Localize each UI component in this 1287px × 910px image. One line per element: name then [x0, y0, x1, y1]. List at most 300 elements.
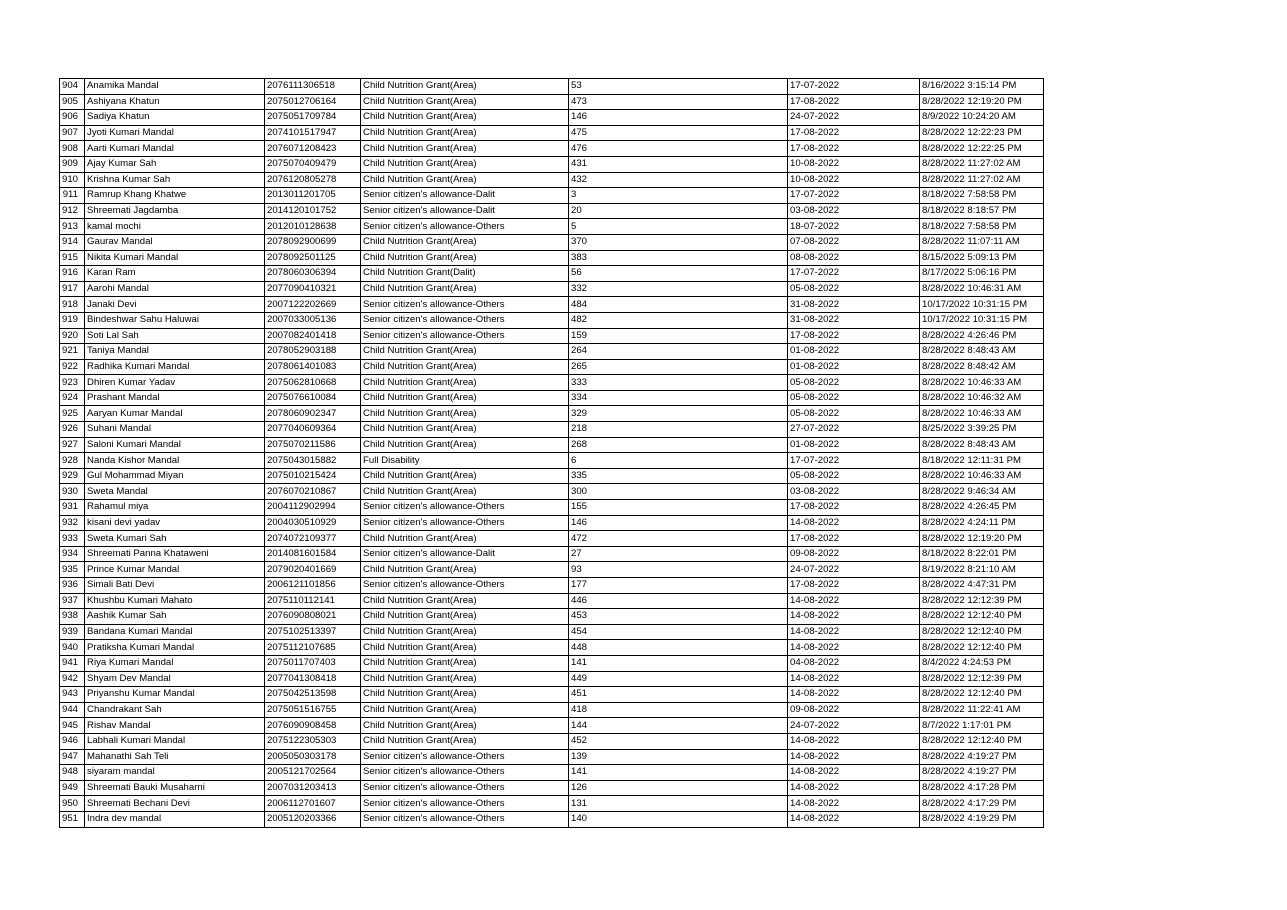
date-cell: 31-08-2022 — [788, 297, 920, 313]
date-cell: 18-07-2022 — [788, 219, 920, 235]
serial-number-cell: 904 — [60, 79, 85, 95]
grant-type-cell: Senior citizen's allowance-Dalit — [361, 203, 569, 219]
name-cell: Anamika Mandal — [85, 79, 265, 95]
id-number-cell: 2012010128638 — [265, 219, 361, 235]
grant-type-cell: Senior citizen's allowance-Others — [361, 500, 569, 516]
id-number-cell: 2076071208423 — [265, 141, 361, 157]
date-cell: 14-08-2022 — [788, 609, 920, 625]
table-row — [60, 749, 1044, 765]
name-cell: Aarti Kumari Mandal — [85, 141, 265, 157]
voucher-number-cell: 131 — [569, 796, 788, 812]
date-cell: 27-07-2022 — [788, 422, 920, 438]
date-cell: 24-07-2022 — [788, 718, 920, 734]
name-cell: Aashik Kumar Sah — [85, 609, 265, 625]
id-number-cell: 2075076610084 — [265, 390, 361, 406]
date-cell: 17-08-2022 — [788, 578, 920, 594]
serial-number-cell: 936 — [60, 578, 85, 594]
name-cell: Dhiren Kumar Yadav — [85, 375, 265, 391]
table-row — [60, 453, 1044, 469]
grant-type-cell: Child Nutrition Grant(Area) — [361, 718, 569, 734]
table-row — [60, 655, 1044, 671]
timestamp-cell: 8/28/2022 4:19:29 PM — [920, 811, 1044, 827]
table-row — [60, 250, 1044, 266]
grant-type-cell: Senior citizen's allowance-Dalit — [361, 188, 569, 204]
table-row — [60, 328, 1044, 344]
voucher-number-cell: 451 — [569, 687, 788, 703]
grant-type-cell: Senior citizen's allowance-Others — [361, 328, 569, 344]
id-number-cell: 2075043015882 — [265, 453, 361, 469]
serial-number-cell: 908 — [60, 141, 85, 157]
date-cell: 03-08-2022 — [788, 203, 920, 219]
voucher-number-cell: 268 — [569, 437, 788, 453]
grant-type-cell: Child Nutrition Grant(Area) — [361, 422, 569, 438]
grant-type-cell: Senior citizen's allowance-Others — [361, 219, 569, 235]
voucher-number-cell: 139 — [569, 749, 788, 765]
voucher-number-cell: 418 — [569, 702, 788, 718]
voucher-number-cell: 300 — [569, 484, 788, 500]
table-row — [60, 531, 1044, 547]
timestamp-cell: 8/18/2022 12:11:31 PM — [920, 453, 1044, 469]
name-cell: Mahanathi Sah Teli — [85, 749, 265, 765]
serial-number-cell: 927 — [60, 437, 85, 453]
grant-type-cell: Child Nutrition Grant(Area) — [361, 359, 569, 375]
table-row — [60, 733, 1044, 749]
grant-type-cell: Senior citizen's allowance-Others — [361, 749, 569, 765]
timestamp-cell: 8/28/2022 12:12:40 PM — [920, 609, 1044, 625]
name-cell: Ramrup Khang Khatwe — [85, 188, 265, 204]
date-cell: 14-08-2022 — [788, 515, 920, 531]
id-number-cell: 2076090808021 — [265, 609, 361, 625]
date-cell: 01-08-2022 — [788, 437, 920, 453]
table-row — [60, 468, 1044, 484]
name-cell: siyaram mandal — [85, 765, 265, 781]
date-cell: 14-08-2022 — [788, 624, 920, 640]
timestamp-cell: 8/18/2022 8:18:57 PM — [920, 203, 1044, 219]
voucher-number-cell: 453 — [569, 609, 788, 625]
timestamp-cell: 8/28/2022 11:07:11 AM — [920, 234, 1044, 250]
table-row — [60, 94, 1044, 110]
grant-type-cell: Child Nutrition Grant(Area) — [361, 484, 569, 500]
grant-type-cell: Child Nutrition Grant(Area) — [361, 562, 569, 578]
table-row — [60, 437, 1044, 453]
voucher-number-cell: 332 — [569, 281, 788, 297]
name-cell: Krishna Kumar Sah — [85, 172, 265, 188]
timestamp-cell: 8/28/2022 12:12:40 PM — [920, 640, 1044, 656]
grant-type-cell: Child Nutrition Grant(Area) — [361, 390, 569, 406]
timestamp-cell: 8/4/2022 4:24:53 PM — [920, 655, 1044, 671]
serial-number-cell: 933 — [60, 531, 85, 547]
id-number-cell: 2004112902994 — [265, 500, 361, 516]
grant-type-cell: Child Nutrition Grant(Area) — [361, 624, 569, 640]
serial-number-cell: 916 — [60, 266, 85, 282]
id-number-cell: 2013011201705 — [265, 188, 361, 204]
id-number-cell: 2075012706164 — [265, 94, 361, 110]
id-number-cell: 2014081601584 — [265, 546, 361, 562]
id-number-cell: 2078060902347 — [265, 406, 361, 422]
serial-number-cell: 910 — [60, 172, 85, 188]
id-number-cell: 2075122305303 — [265, 733, 361, 749]
id-number-cell: 2078052903188 — [265, 344, 361, 360]
timestamp-cell: 8/28/2022 4:26:46 PM — [920, 328, 1044, 344]
serial-number-cell: 949 — [60, 780, 85, 796]
table-row — [60, 796, 1044, 812]
grant-type-cell: Child Nutrition Grant(Area) — [361, 234, 569, 250]
serial-number-cell: 925 — [60, 406, 85, 422]
timestamp-cell: 8/28/2022 12:22:23 PM — [920, 125, 1044, 141]
table-row — [60, 811, 1044, 827]
grant-type-cell: Child Nutrition Grant(Area) — [361, 141, 569, 157]
date-cell: 10-08-2022 — [788, 172, 920, 188]
date-cell: 07-08-2022 — [788, 234, 920, 250]
name-cell: kisani devi yadav — [85, 515, 265, 531]
name-cell: Karan Ram — [85, 266, 265, 282]
grant-type-cell: Child Nutrition Grant(Area) — [361, 375, 569, 391]
name-cell: Bindeshwar Sahu Haluwai — [85, 312, 265, 328]
table-row — [60, 188, 1044, 204]
table-row — [60, 172, 1044, 188]
voucher-number-cell: 3 — [569, 188, 788, 204]
timestamp-cell: 8/28/2022 12:22:25 PM — [920, 141, 1044, 157]
serial-number-cell: 919 — [60, 312, 85, 328]
timestamp-cell: 8/7/2022 1:17:01 PM — [920, 718, 1044, 734]
table-row — [60, 375, 1044, 391]
name-cell: Shreemati Jagdamba — [85, 203, 265, 219]
table-row — [60, 125, 1044, 141]
id-number-cell: 2077041308418 — [265, 671, 361, 687]
serial-number-cell: 911 — [60, 188, 85, 204]
grant-type-cell: Child Nutrition Grant(Area) — [361, 250, 569, 266]
table-row — [60, 406, 1044, 422]
id-number-cell: 2007122202669 — [265, 297, 361, 313]
grant-type-cell: Child Nutrition Grant(Dalit) — [361, 266, 569, 282]
table-row — [60, 780, 1044, 796]
name-cell: Aaryan Kumar Mandal — [85, 406, 265, 422]
voucher-number-cell: 140 — [569, 811, 788, 827]
table-row — [60, 203, 1044, 219]
timestamp-cell: 8/28/2022 10:46:33 AM — [920, 375, 1044, 391]
serial-number-cell: 906 — [60, 110, 85, 126]
voucher-number-cell: 141 — [569, 765, 788, 781]
voucher-number-cell: 383 — [569, 250, 788, 266]
id-number-cell: 2075051709784 — [265, 110, 361, 126]
voucher-number-cell: 448 — [569, 640, 788, 656]
voucher-number-cell: 146 — [569, 515, 788, 531]
serial-number-cell: 926 — [60, 422, 85, 438]
id-number-cell: 2079020401669 — [265, 562, 361, 578]
id-number-cell: 2075062810668 — [265, 375, 361, 391]
timestamp-cell: 8/17/2022 5:06:16 PM — [920, 266, 1044, 282]
date-cell: 14-08-2022 — [788, 687, 920, 703]
id-number-cell: 2075010215424 — [265, 468, 361, 484]
id-number-cell: 2076090908458 — [265, 718, 361, 734]
name-cell: Soti Lal Sah — [85, 328, 265, 344]
id-number-cell: 2005120203366 — [265, 811, 361, 827]
table-row — [60, 281, 1044, 297]
id-number-cell: 2007031203413 — [265, 780, 361, 796]
date-cell: 31-08-2022 — [788, 312, 920, 328]
voucher-number-cell: 475 — [569, 125, 788, 141]
voucher-number-cell: 5 — [569, 219, 788, 235]
name-cell: Shreemati Panna Khataweni — [85, 546, 265, 562]
voucher-number-cell: 333 — [569, 375, 788, 391]
date-cell: 01-08-2022 — [788, 344, 920, 360]
voucher-number-cell: 56 — [569, 266, 788, 282]
id-number-cell: 2014120101752 — [265, 203, 361, 219]
timestamp-cell: 8/28/2022 11:22:41 AM — [920, 702, 1044, 718]
voucher-number-cell: 141 — [569, 655, 788, 671]
id-number-cell: 2075070211586 — [265, 437, 361, 453]
grant-type-cell: Senior citizen's allowance-Others — [361, 297, 569, 313]
name-cell: Shyam Dev Mandal — [85, 671, 265, 687]
date-cell: 08-08-2022 — [788, 250, 920, 266]
grant-type-cell: Senior citizen's allowance-Others — [361, 796, 569, 812]
id-number-cell: 2077040609364 — [265, 422, 361, 438]
serial-number-cell: 943 — [60, 687, 85, 703]
timestamp-cell: 8/28/2022 4:26:45 PM — [920, 500, 1044, 516]
serial-number-cell: 935 — [60, 562, 85, 578]
table-row — [60, 671, 1044, 687]
grant-type-cell: Senior citizen's allowance-Others — [361, 515, 569, 531]
id-number-cell: 2075112107685 — [265, 640, 361, 656]
table-row — [60, 484, 1044, 500]
table-row — [60, 640, 1044, 656]
table-row — [60, 297, 1044, 313]
table-row — [60, 578, 1044, 594]
voucher-number-cell: 126 — [569, 780, 788, 796]
table-row — [60, 624, 1044, 640]
name-cell: Nikita Kumari Mandal — [85, 250, 265, 266]
table-row — [60, 609, 1044, 625]
timestamp-cell: 10/17/2022 10:31:15 PM — [920, 297, 1044, 313]
table-row — [60, 156, 1044, 172]
grant-type-cell: Full Disability — [361, 453, 569, 469]
voucher-number-cell: 432 — [569, 172, 788, 188]
voucher-number-cell: 482 — [569, 312, 788, 328]
name-cell: Shreemati Bauki Musaharni — [85, 780, 265, 796]
id-number-cell: 2078061401083 — [265, 359, 361, 375]
voucher-number-cell: 335 — [569, 468, 788, 484]
name-cell: Nanda Kishor Mandal — [85, 453, 265, 469]
name-cell: Riya Kumari Mandal — [85, 655, 265, 671]
serial-number-cell: 914 — [60, 234, 85, 250]
serial-number-cell: 909 — [60, 156, 85, 172]
table-row — [60, 359, 1044, 375]
id-number-cell: 2075011707403 — [265, 655, 361, 671]
date-cell: 05-08-2022 — [788, 390, 920, 406]
serial-number-cell: 924 — [60, 390, 85, 406]
grant-type-cell: Senior citizen's allowance-Dalit — [361, 546, 569, 562]
date-cell: 17-07-2022 — [788, 79, 920, 95]
timestamp-cell: 8/28/2022 11:27:02 AM — [920, 156, 1044, 172]
timestamp-cell: 8/28/2022 11:27:02 AM — [920, 172, 1044, 188]
date-cell: 14-08-2022 — [788, 796, 920, 812]
table-row — [60, 79, 1044, 95]
name-cell: Chandrakant Sah — [85, 702, 265, 718]
serial-number-cell: 932 — [60, 515, 85, 531]
id-number-cell: 2075042513598 — [265, 687, 361, 703]
voucher-number-cell: 334 — [569, 390, 788, 406]
serial-number-cell: 917 — [60, 281, 85, 297]
table-row — [60, 718, 1044, 734]
voucher-number-cell: 218 — [569, 422, 788, 438]
name-cell: Pratiksha Kumari Mandal — [85, 640, 265, 656]
id-number-cell: 2078060306394 — [265, 266, 361, 282]
grant-type-cell: Child Nutrition Grant(Area) — [361, 733, 569, 749]
id-number-cell: 2074072109377 — [265, 531, 361, 547]
timestamp-cell: 8/28/2022 10:46:32 AM — [920, 390, 1044, 406]
id-number-cell: 2075070409479 — [265, 156, 361, 172]
table-row — [60, 500, 1044, 516]
voucher-number-cell: 93 — [569, 562, 788, 578]
grant-type-cell: Child Nutrition Grant(Area) — [361, 172, 569, 188]
grant-type-cell: Senior citizen's allowance-Others — [361, 578, 569, 594]
timestamp-cell: 8/28/2022 8:48:43 AM — [920, 437, 1044, 453]
date-cell: 01-08-2022 — [788, 359, 920, 375]
serial-number-cell: 948 — [60, 765, 85, 781]
id-number-cell: 2074101517947 — [265, 125, 361, 141]
grant-type-cell: Child Nutrition Grant(Area) — [361, 79, 569, 95]
serial-number-cell: 930 — [60, 484, 85, 500]
table-row — [60, 765, 1044, 781]
voucher-number-cell: 473 — [569, 94, 788, 110]
serial-number-cell: 931 — [60, 500, 85, 516]
timestamp-cell: 8/28/2022 4:17:29 PM — [920, 796, 1044, 812]
name-cell: Rahamul miya — [85, 500, 265, 516]
date-cell: 17-08-2022 — [788, 141, 920, 157]
timestamp-cell: 8/28/2022 9:46:34 AM — [920, 484, 1044, 500]
grant-type-cell: Child Nutrition Grant(Area) — [361, 110, 569, 126]
timestamp-cell: 8/25/2022 3:39:25 PM — [920, 422, 1044, 438]
serial-number-cell: 937 — [60, 593, 85, 609]
id-number-cell: 2076070210867 — [265, 484, 361, 500]
serial-number-cell: 942 — [60, 671, 85, 687]
date-cell: 09-08-2022 — [788, 702, 920, 718]
timestamp-cell: 8/19/2022 8:21:10 AM — [920, 562, 1044, 578]
grant-type-cell: Child Nutrition Grant(Area) — [361, 125, 569, 141]
serial-number-cell: 921 — [60, 344, 85, 360]
date-cell: 14-08-2022 — [788, 780, 920, 796]
grant-type-cell: Child Nutrition Grant(Area) — [361, 344, 569, 360]
voucher-number-cell: 6 — [569, 453, 788, 469]
timestamp-cell: 8/9/2022 10:24:20 AM — [920, 110, 1044, 126]
timestamp-cell: 8/28/2022 8:48:43 AM — [920, 344, 1044, 360]
timestamp-cell: 8/18/2022 7:58:58 PM — [920, 188, 1044, 204]
serial-number-cell: 951 — [60, 811, 85, 827]
name-cell: Shreemati Bechani Devi — [85, 796, 265, 812]
date-cell: 17-08-2022 — [788, 125, 920, 141]
serial-number-cell: 907 — [60, 125, 85, 141]
voucher-number-cell: 264 — [569, 344, 788, 360]
id-number-cell: 2077090410321 — [265, 281, 361, 297]
name-cell: Saloni Kumari Mandal — [85, 437, 265, 453]
name-cell: Ajay Kumar Sah — [85, 156, 265, 172]
serial-number-cell: 905 — [60, 94, 85, 110]
timestamp-cell: 8/28/2022 10:46:31 AM — [920, 281, 1044, 297]
serial-number-cell: 923 — [60, 375, 85, 391]
grant-type-cell: Senior citizen's allowance-Others — [361, 765, 569, 781]
voucher-number-cell: 159 — [569, 328, 788, 344]
id-number-cell: 2075102513397 — [265, 624, 361, 640]
date-cell: 05-08-2022 — [788, 406, 920, 422]
table-row — [60, 141, 1044, 157]
id-number-cell: 2004030510929 — [265, 515, 361, 531]
timestamp-cell: 10/17/2022 10:31:15 PM — [920, 312, 1044, 328]
date-cell: 17-08-2022 — [788, 94, 920, 110]
id-number-cell: 2005050303178 — [265, 749, 361, 765]
serial-number-cell: 938 — [60, 609, 85, 625]
timestamp-cell: 8/28/2022 12:12:40 PM — [920, 733, 1044, 749]
date-cell: 17-08-2022 — [788, 531, 920, 547]
timestamp-cell: 8/28/2022 10:46:33 AM — [920, 468, 1044, 484]
grant-type-cell: Child Nutrition Grant(Area) — [361, 609, 569, 625]
table-row — [60, 219, 1044, 235]
serial-number-cell: 922 — [60, 359, 85, 375]
serial-number-cell: 939 — [60, 624, 85, 640]
name-cell: Prince Kumar Mandal — [85, 562, 265, 578]
voucher-number-cell: 449 — [569, 671, 788, 687]
grant-type-cell: Child Nutrition Grant(Area) — [361, 406, 569, 422]
name-cell: Suhani Mandal — [85, 422, 265, 438]
voucher-number-cell: 20 — [569, 203, 788, 219]
serial-number-cell: 913 — [60, 219, 85, 235]
serial-number-cell: 934 — [60, 546, 85, 562]
voucher-number-cell: 329 — [569, 406, 788, 422]
name-cell: Sweta Mandal — [85, 484, 265, 500]
name-cell: kamal mochi — [85, 219, 265, 235]
date-cell: 14-08-2022 — [788, 811, 920, 827]
date-cell: 14-08-2022 — [788, 593, 920, 609]
table-row — [60, 390, 1044, 406]
timestamp-cell: 8/28/2022 12:19:20 PM — [920, 94, 1044, 110]
voucher-number-cell: 144 — [569, 718, 788, 734]
timestamp-cell: 8/28/2022 4:19:27 PM — [920, 765, 1044, 781]
timestamp-cell: 8/16/2022 3:15:14 PM — [920, 79, 1044, 95]
table-row — [60, 312, 1044, 328]
name-cell: Labhali Kumari Mandal — [85, 733, 265, 749]
voucher-number-cell: 446 — [569, 593, 788, 609]
id-number-cell: 2006121101856 — [265, 578, 361, 594]
table-row — [60, 687, 1044, 703]
date-cell: 03-08-2022 — [788, 484, 920, 500]
voucher-number-cell: 146 — [569, 110, 788, 126]
serial-number-cell: 946 — [60, 733, 85, 749]
timestamp-cell: 8/15/2022 5:09:13 PM — [920, 250, 1044, 266]
timestamp-cell: 8/28/2022 10:46:33 AM — [920, 406, 1044, 422]
table-row — [60, 344, 1044, 360]
timestamp-cell: 8/28/2022 12:12:40 PM — [920, 687, 1044, 703]
grant-type-cell: Child Nutrition Grant(Area) — [361, 593, 569, 609]
name-cell: Rishav Mandal — [85, 718, 265, 734]
table-row — [60, 593, 1044, 609]
grant-type-cell: Child Nutrition Grant(Area) — [361, 156, 569, 172]
grant-type-cell: Senior citizen's allowance-Others — [361, 811, 569, 827]
voucher-number-cell: 454 — [569, 624, 788, 640]
name-cell: Ashiyana Khatun — [85, 94, 265, 110]
name-cell: Bandana Kumari Mandal — [85, 624, 265, 640]
date-cell: 14-08-2022 — [788, 749, 920, 765]
grant-type-cell: Child Nutrition Grant(Area) — [361, 94, 569, 110]
serial-number-cell: 928 — [60, 453, 85, 469]
grant-type-cell: Child Nutrition Grant(Area) — [361, 640, 569, 656]
table-row — [60, 562, 1044, 578]
id-number-cell: 2078092900699 — [265, 234, 361, 250]
grant-type-cell: Child Nutrition Grant(Area) — [361, 468, 569, 484]
timestamp-cell: 8/28/2022 12:19:20 PM — [920, 531, 1044, 547]
name-cell: Prashant Mandal — [85, 390, 265, 406]
name-cell: Simali Bati Devi — [85, 578, 265, 594]
timestamp-cell: 8/28/2022 12:12:39 PM — [920, 593, 1044, 609]
timestamp-cell: 8/28/2022 4:24:11 PM — [920, 515, 1044, 531]
